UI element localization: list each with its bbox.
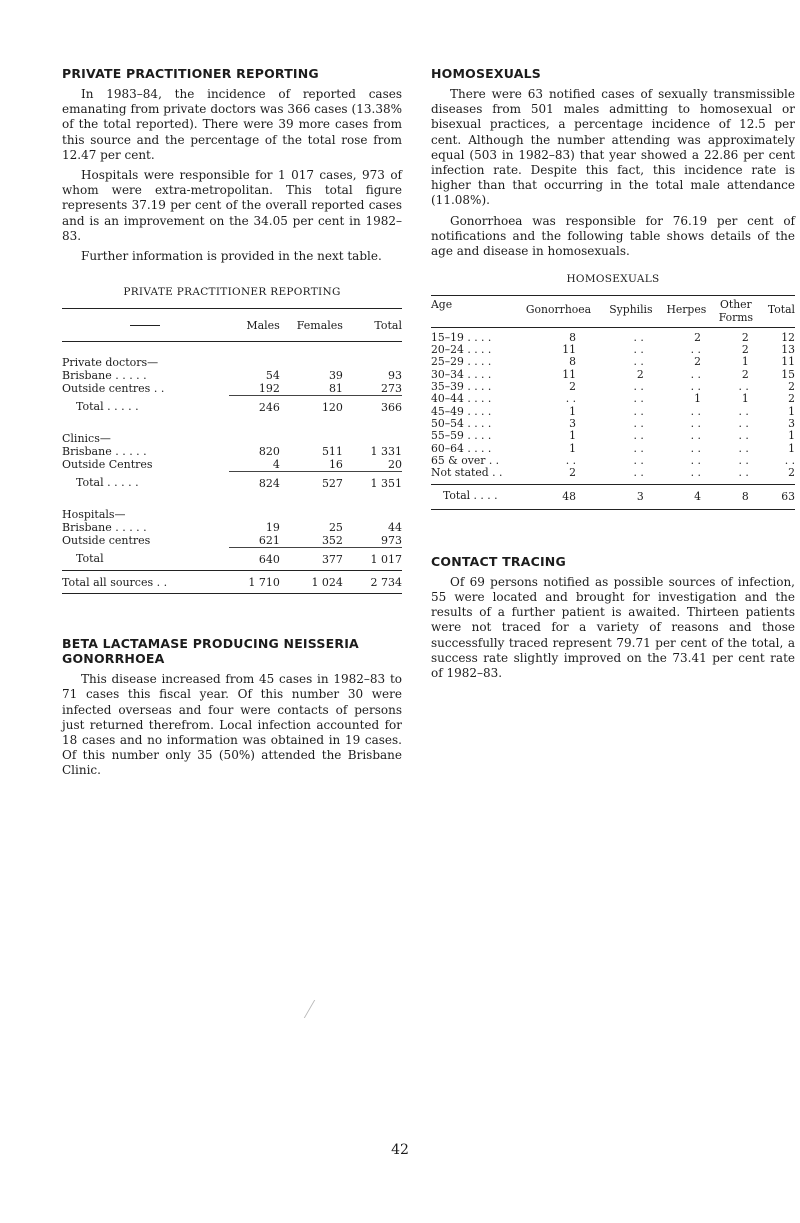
hx-header-other-forms: Other Forms: [718, 298, 754, 324]
pp-group-title: Private doctors—: [62, 356, 159, 370]
left-column: [62, 66, 402, 784]
pp-header-blank: [62, 309, 229, 342]
table-row: 30–34 . . . . 11 2 . . 2 15: [431, 367, 795, 381]
table-row: 55–59 . . . . 1 . . . . . . 1: [431, 429, 795, 443]
table-row: 35–39 . . . . 2 . . . . . . 2: [431, 380, 795, 394]
hx-header-age: Age: [431, 298, 453, 312]
table-row: 60–64 . . . . 1 . . . . . . 1: [431, 441, 795, 455]
pp-group-title: Hospitals—: [62, 508, 126, 522]
table-row: Outside centres 621 352 973: [62, 534, 402, 548]
hx-header-gonorrhoea: Gonorrhoea: [525, 302, 592, 316]
pp-header-females: Females: [296, 318, 343, 332]
table-row: 40–44 . . . . . . . . 1 1 2: [431, 392, 795, 406]
table-row: 65 & over . . . . . . . . . . . .: [431, 453, 795, 467]
beta-heading: BETA LACTAMASE PRODUCING NEISSERIA GONORRHOEA: [62, 636, 359, 667]
table-row: 50–54 . . . . 3 . . . . . . 3: [431, 416, 795, 430]
homo-heading: HOMOSEXUALS: [431, 66, 541, 81]
pp-para-3: Further information is provided in the next table.: [81, 249, 382, 264]
table-row: Outside centres . . 192 81 273: [62, 382, 402, 396]
hx-header-total: Total: [767, 302, 795, 316]
pp-header-total: Total: [374, 318, 402, 332]
pp-heading: PRIVATE PRACTITIONER REPORTING: [62, 66, 319, 81]
table-row: 45–49 . . . . 1 . . . . . . 1: [431, 404, 795, 418]
pp-subtotal-row: Total . . . . . 824 527 1 351: [62, 472, 402, 495]
pp-table-caption: PRIVATE PRACTITIONER REPORTING: [123, 286, 341, 299]
hx-header-syphilis: Syphilis: [609, 302, 653, 316]
homo-table-caption: HOMOSEXUALS: [566, 273, 660, 286]
homo-table: [431, 295, 795, 509]
stray-mark: [304, 1000, 329, 1018]
beta-para-1: This disease increased from 45 cases in 1982–83 to 71 cases this fiscal year. Of this number 30 were infected overseas and four were contacts of persons just returned therefrom. Local infection accounted for 18 cases and no information was obtained in 19 cases. Of this number only 35 (50%) attended the Brisbane Clinic.: [62, 672, 402, 778]
table-row: Brisbane . . . . . 54 39 93: [62, 369, 402, 383]
table-row: Not stated . . 2 . . . . . . 2: [431, 466, 795, 480]
hx-total-row: Total . . . . 48 3 4 8 63: [431, 485, 795, 509]
table-row: 20–24 . . . . 11 . . . . 2 13: [431, 343, 795, 357]
pp-para-1: In 1983–84, the incidence of reported cases emanating from private doctors was 366 cases (13.38% of the total reported). There were 39 more cases from this source and the percentage of the total rose from 12.47 per cent.: [62, 87, 402, 162]
table-row: Brisbane . . . . . 820 511 1 331: [62, 445, 402, 459]
pp-subtotal-row: Total . . . . . 246 120 366: [62, 396, 402, 419]
hx-header-herpes: Herpes: [666, 302, 707, 316]
pp-subtotal-row: Total 640 377 1 017: [62, 548, 402, 571]
pp-group-title: Clinics—: [62, 432, 111, 446]
pp-para-2: Hospitals were responsible for 1 017 cases, 973 of whom were extra-metropolitan. This total figure represents 37.19 per cent of the overall reported cases and is an improvement on the 34.05 per cent in 1982–83.: [62, 168, 402, 243]
homo-para-1: There were 63 notified cases of sexually transmissible diseases from 501 males admitting to homosexual or bisexual practices, a percentage incidence of 12.5 per cent. Although the number attending was approximately equal (503 in 1982–83) that year showed a 22.86 per cent infection rate. Despite this fact, this incidence rate is higher than that occurring in the total male attendance (11.08%).: [431, 87, 795, 208]
table-row: 25–29 . . . . 8 . . 2 1 11: [431, 355, 795, 369]
table-row: 15–19 . . . . 8 . . 2 2 12: [431, 330, 795, 344]
homo-para-2: Gonorrhoea was responsible for 76.19 per cent of notifications and the following table shows details of the age and disease in homosexuals.: [431, 213, 795, 259]
right-column: [431, 66, 795, 686]
pp-header-males: Males: [246, 318, 280, 332]
pp-table: [62, 308, 402, 594]
pp-grand-total-row: Total all sources . . 1 710 1 024 2 734: [62, 571, 402, 594]
table-row: Brisbane . . . . . 19 25 44: [62, 521, 402, 535]
contact-para-1: Of 69 persons notified as possible sources of infection, 55 were located and brought for investigation and the results of a further patient is awaited. Thirteen patients were not traced for a variety of reasons and those successfully traced represent 79.71 per cent of the total, a success rate slightly improved on the 73.41 per cent rate of 1982–83.: [431, 574, 795, 680]
contact-heading: CONTACT TRACING: [431, 553, 566, 569]
hx-body: [431, 327, 795, 485]
table-row: Outside Centres 4 16 20: [62, 458, 402, 472]
page-number: 42: [391, 1142, 409, 1158]
